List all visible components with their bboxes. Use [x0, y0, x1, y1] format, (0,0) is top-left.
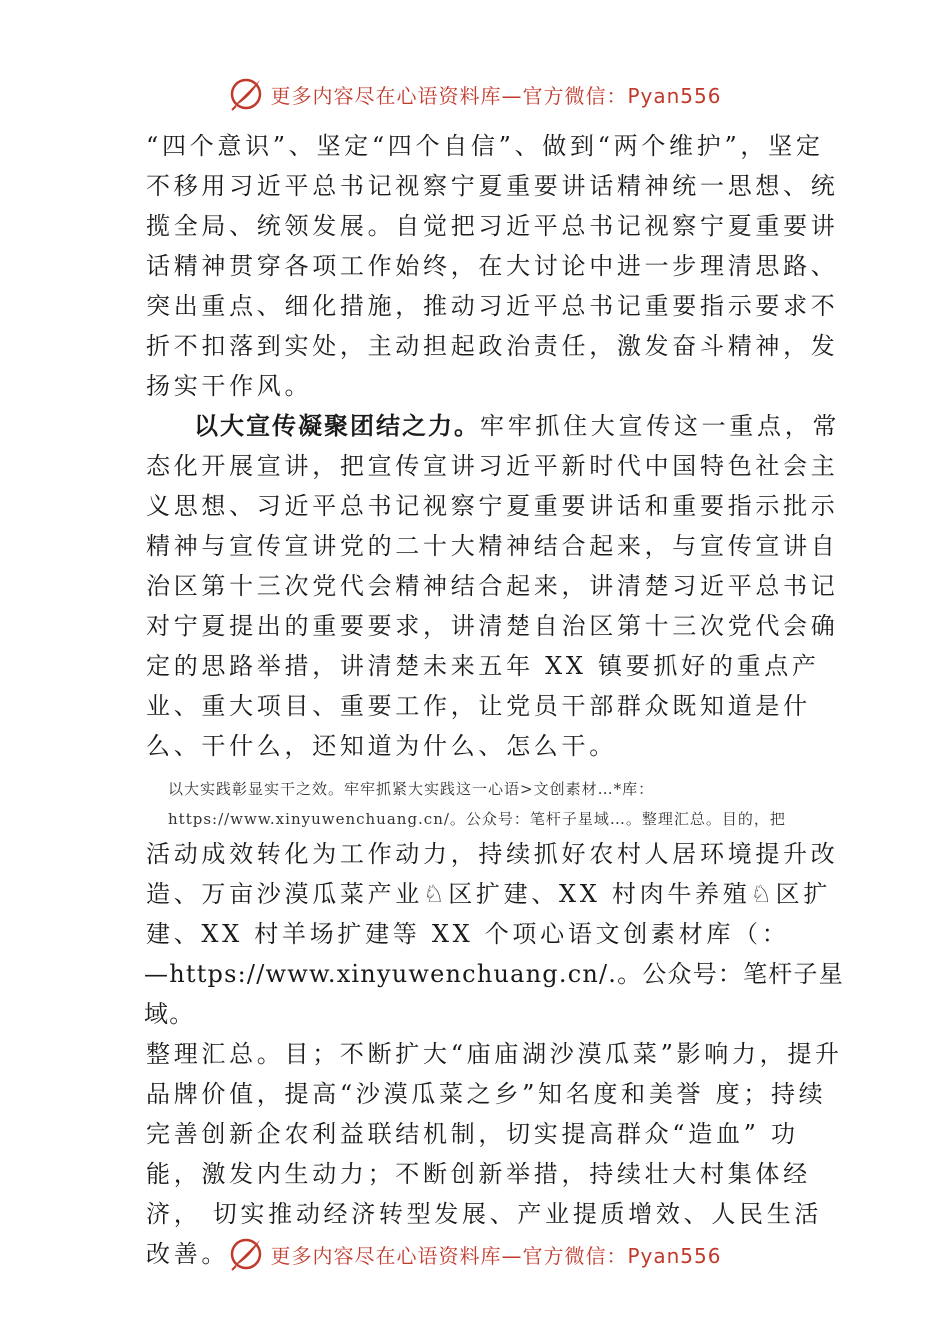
quill-logo-icon: [228, 1236, 264, 1272]
quill-logo-icon: [228, 76, 264, 112]
header-banner-text: 更多内容尽在心语资料库—官方微信：Pyan556: [270, 83, 722, 108]
paragraph-4c: 整理汇总。目；不断扩大“庙庙湖沙漠瓜菜”影响力，提升品牌价值，提高“沙漠瓜菜之乡”知名度和美誉 度；持续完善创新企农利益联结机制，切实提高群众“造血” 功能，激发内生动力；不断创新举措，持续壮大村集体经济， 切实推动经济转型发展、产业提质增效、人民生活改善。: [146, 1040, 843, 1268]
footer-banner: [0, 1232, 950, 1276]
paragraph-4a: 活动成效转化为工作动力，持续抓好农村人居环境提升改造、万亩沙漠瓜菜产业♘区扩建、XX 村肉牛养殖♘区扩建、XX 村羊场扩建等 XX 个项心语文创素材库（：: [146, 840, 839, 948]
footer-banner-text: 更多内容尽在心语资料库—官方微信：Pyan556: [270, 1243, 722, 1268]
paragraph-3-small: 以大实践彰显实干之效。牢牢抓紧大实践这一心语>文创素材…*库：https://www.xinyuwenchuang.cn/。公众号：笔杆子星域…。整理汇总。目的，把: [168, 780, 786, 828]
paragraph-2-body: 牢牢抓住大宣传这一重点，常态化开展宣讲，把宣传宣讲习近平新时代中国特色社会主义思想、习近平总书记视察宁夏重要讲话和重要指示批示精神与宣传宣讲党的二十大精神结合起来，与宣传宣讲自治区第十三次党代会精神结合起来，讲清楚习近平总书记对宁夏提出的重要要求，讲清楚自治区第十三次党代会确定的思路举措，讲清楚未来五年 XX 镇要抓好的重点产业、重大项目、重要工作，让党员干部群众既知道是什么、干什么，还知道为什么、怎么干。: [146, 412, 841, 760]
paragraph-4b: —https://www.xinyuwenchuang.cn/.。公众号：笔杆子星域。: [144, 960, 844, 1028]
header-banner: [0, 72, 950, 116]
paragraph-1: “四个意识”、坚定“四个自信”、做到“两个维护”，坚定不移用习近平总书记视察宁夏重要讲话精神统一思想、统揽全局、统领发展。自觉把习近平总书记视察宁夏重要讲话精神贯穿各项工作始终，在大讨论中进一步理清思路、突出重点、细化措施，推动习近平总书记重要指示要求不折不扣落到实处，主动担起政治责任，激发奋斗精神，发扬实干作风。: [146, 132, 839, 400]
paragraph-2: [146, 406, 846, 766]
paragraph-2-lead: 以大宣传凝聚团结之力。: [194, 412, 480, 440]
document-body: [146, 126, 846, 1274]
